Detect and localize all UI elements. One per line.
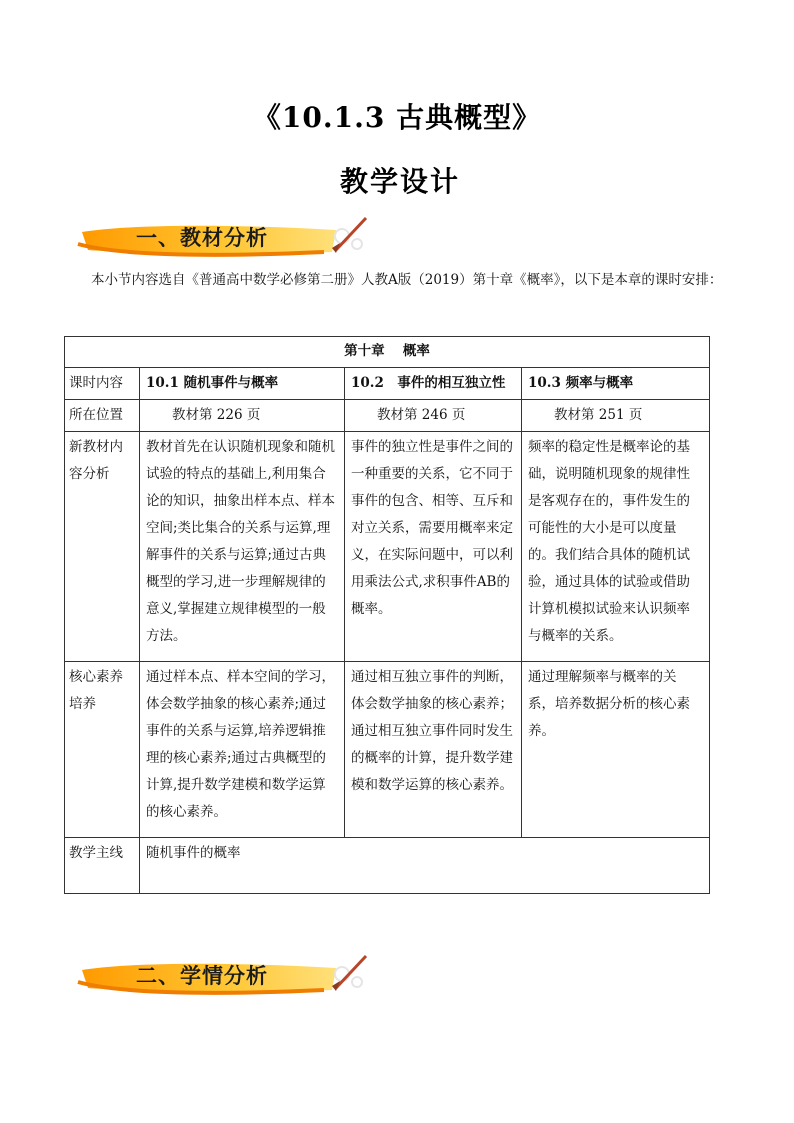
table-row <box>65 400 710 432</box>
section-heading: 一、教材分析 <box>136 226 268 250</box>
row-label: 新教材内容分析 <box>65 432 140 662</box>
row-label: 课时内容 <box>65 368 140 400</box>
section-banner-textbook-analysis <box>74 214 374 264</box>
section-heading: 二、学情分析 <box>136 964 268 988</box>
chapter-header: 第十章 概率 <box>65 337 710 368</box>
table-cell: 事件的独立性是事件之间的一种重要的关系，它不同于事件的包含、相等、互斥和对立关系，需要用概率来定义，在实际问题中，可以利用乘法公式,求积事件AB的概率。 <box>345 432 522 662</box>
table-row <box>65 838 710 894</box>
table-cell: 频率的稳定性是概率论的基础，说明随机现象的规律性是客观存在的，事件发生的可能性的大小是可以度量的。我们结合具体的随机试验，通过具体的试验或借助计算机模拟试验来认识频率与概率的关系。 <box>522 432 710 662</box>
row-label: 教学主线 <box>65 838 140 894</box>
document-subtitle: 教学设计 <box>340 165 461 198</box>
table-cell: 10.1 随机事件与概率 <box>140 368 345 400</box>
table-cell: 教材第 226 页 <box>140 400 345 432</box>
table-cell: 教材第 251 页 <box>522 400 710 432</box>
table-cell: 通过样本点、样本空间的学习，体会数学抽象的核心素养;通过事件的关系与运算,培养逻辑推理的核心素养;通过古典概型的计算,提升数学建模和数学运算的核心素养。 <box>140 662 345 838</box>
row-label: 核心素养培养 <box>65 662 140 838</box>
table-cell: 10.3 频率与概率 <box>522 368 710 400</box>
table-cell: 通过理解频率与概率的关系，培养数据分析的核心素养。 <box>522 662 710 838</box>
table-cell: 教材首先在认识随机现象和随机试验的特点的基础上,利用集合论的知识，抽象出样本点、样本空间;类比集合的关系与运算,理解事件的关系与运算;通过古典概型的学习,进一步理解规律的意义,掌握建立规律模型的一般方法。 <box>140 432 345 662</box>
table-cell: 通过相互独立事件的判断，体会数学抽象的核心素养；通过相互独立事件同时发生的概率的计算，提升数学建模和数学运算的核心素养。 <box>345 662 522 838</box>
table-row <box>65 337 710 368</box>
row-label: 所在位置 <box>65 400 140 432</box>
table-cell: 教材第 246 页 <box>345 400 522 432</box>
intro-paragraph: 本小节内容选自《普通高中数学必修第二册》人教A版（2019）第十章《概率》，以下是本章的课时安排： <box>91 272 723 288</box>
section-banner-student-analysis <box>74 952 374 1002</box>
table-row <box>65 368 710 400</box>
table-row <box>65 432 710 662</box>
table-row <box>65 662 710 838</box>
table-cell: 随机事件的概率 <box>140 838 710 894</box>
document-title: 《10.1.3 古典概型》 <box>252 101 542 134</box>
lesson-plan-table <box>64 336 710 894</box>
table-cell: 10.2 事件的相互独立性 <box>345 368 522 400</box>
